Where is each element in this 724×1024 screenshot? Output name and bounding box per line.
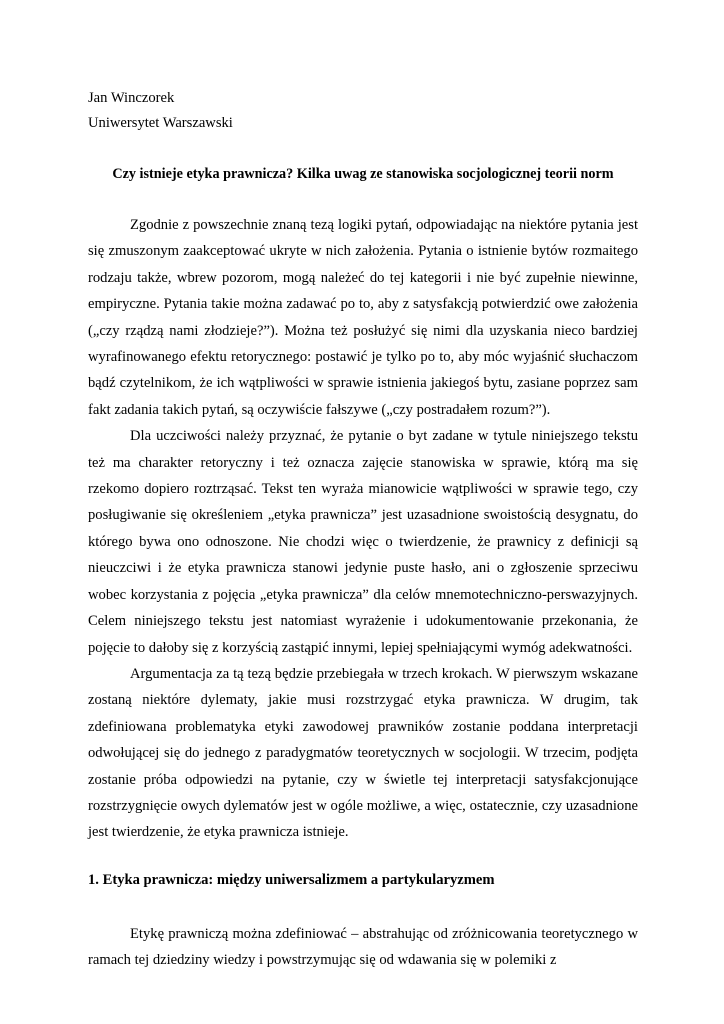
- paper-title: Czy istnieje etyka prawnicza? Kilka uwag ze stanowiska socjologicznej teorii norm: [112, 166, 614, 182]
- author-name: Jan Winczorek: [88, 90, 175, 106]
- paragraph-2: Dla uczciwości należy przyznać, że pytanie o byt zadane w tytule niniejszego tekstu też ma charakter retoryczny i też oznacza zajęcie stanowiska w sprawie, którą ma się rzekomo dopiero roztrząsać. Tekst ten wyraża mianowicie wątpliwości w sprawie tego, czy posługiwanie się określeniem „etyka prawnicza” jest uzasadnione swoistością desygnatu, do którego bywa ono odnoszone. Nie chodzi więc o twierdzenie, że prawnicy z definicji są nieuczciwi i że etyka prawnicza stanowi jedynie puste hasło, ani o zgłoszenie sprzeciwu wobec korzystania z pojęcia „etyka prawnicza” dla celów mnemotechniczno-perswazyjnych. Celem niniejszego tekstu jest natomiast wyrażenie i udokumentowanie przekonania, że pojęcie to dałoby się z korzyścią zastąpić innymi, lepiej spełniającymi wymóg adekwatności.: [88, 428, 638, 656]
- paragraph-3: Argumentacja za tą tezą będzie przebiegała w trzech krokach. W pierwszym wskazane zostaną niektóre dylematy, jakie musi rozstrzygać etyka prawnicza. W drugim, tak zdefiniowana problematyka etyki zawodowej prawników zostanie poddana interpretacji odwołującej się do jednego z paradygmatów teoretycznych w socjologii. W trzecim, podjęta zostanie próba odpowiedzi na pytanie, czy w świetle tej interpretacji satysfakcjonujące rozstrzygnięcie owych dylematów jest w ogóle możliwe, a więc, ostatecznie, czy uzasadnione jest twierdzenie, że etyka prawnicza istnieje.: [88, 665, 638, 841]
- document-page: [88, 86, 638, 974]
- section-paragraph: Etykę prawniczą można zdefiniować – abstrahując od zróżnicowania teoretycznego w ramach tej dziedziny wiedzy i powstrzymując się od wdawania się w polemiki z: [88, 925, 638, 969]
- paragraph-1: Zgodnie z powszechnie znaną tezą logiki pytań, odpowiadając na niektóre pytania jest się zmuszonym zaakceptować ukryte w nich założenia. Pytania o istnienie bytów rozmaitego rodzaju także, wbrew pozorom, mogą należeć do tej kategorii i nie być zupełnie niewinne, empiryczne. Pytania takie można zadawać po to, aby z satysfakcją potwierdzić owe założenia („czy rządzą nami złodzieje?”). Można też posłużyć się nimi dla uzyskania nieco bardziej wyrafinowanego efektu retorycznego: postawić je tylko po to, aby móc wyjaśnić słuchaczom bądź czytelnikom, że ich wątpliwości w sprawie istnienia jakiegoś bytu, zasiane poprzez sam fakt zadania takich pytań, są oczywiście fałszywe („czy postradałem rozum?”).: [88, 217, 638, 418]
- section-heading: 1. Etyka prawnicza: między uniwersalizmem a partykularyzmem: [88, 871, 495, 888]
- author-affiliation: Uniwersytet Warszawski: [88, 115, 233, 131]
